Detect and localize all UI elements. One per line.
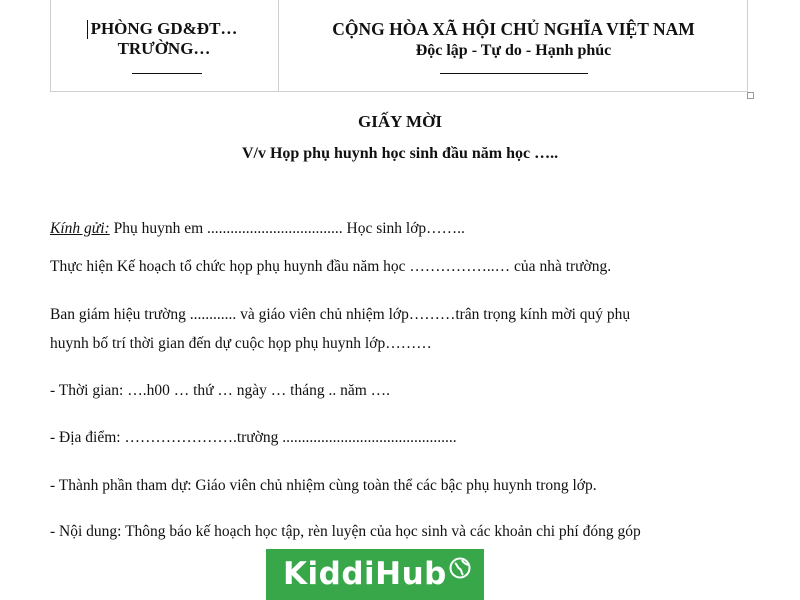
- text-cursor: [87, 20, 88, 39]
- meeting-content: - Nội dung: Thông báo kế hoạch học tập, rèn luyện của học sinh và các khoản chi phí đóng góp: [50, 523, 641, 540]
- document-title: GIẤY MỜI: [358, 112, 442, 131]
- recipient-label: Kính gửi:: [50, 220, 110, 237]
- meeting-place: - Địa điểm: ………………….trường .............................................: [50, 429, 457, 446]
- meeting-time: - Thời gian: ….h00 … thứ … ngày … tháng .. năm ….: [50, 382, 391, 399]
- meeting-participants: - Thành phần tham dự: Giáo viên chủ nhiệm cùng toàn thể các bậc phụ huynh trong lớp.: [50, 477, 597, 494]
- recipient-text: Phụ huynh em ................................... Học sinh lớp……..: [109, 220, 465, 237]
- globe-icon: [449, 557, 471, 579]
- paragraph-invite-line2: huynh bố trí thời gian đến dự cuộc họp phụ huynh lớp………: [50, 335, 432, 352]
- paragraph-plan: Thực hiện Kế hoạch tổ chức họp phụ huynh đầu năm học ……………..… của nhà trường.: [50, 258, 612, 275]
- school-name: TRƯỜNG…: [117, 39, 211, 58]
- document-subtitle: V/v Họp phụ huynh học sinh đầu năm học …..: [241, 145, 559, 162]
- header-left-rule: [132, 73, 202, 74]
- kiddihub-logo: [266, 549, 484, 600]
- national-title: CỘNG HÒA XÃ HỘI CHỦ NGHĨA VIỆT NAM: [332, 19, 695, 39]
- header-right-block: [279, 19, 748, 61]
- table-resize-handle[interactable]: [747, 92, 754, 99]
- header-left-block: [50, 19, 278, 59]
- national-motto: Độc lập - Tự do - Hạnh phúc: [415, 42, 612, 59]
- logo-text: KiddiHub: [283, 556, 447, 592]
- recipient-line: [50, 219, 465, 239]
- paragraph-invite-line1: Ban giám hiệu trường ............ và giáo viên chủ nhiệm lớp………trân trọng kính mời quý phụ: [50, 306, 631, 323]
- header-right-rule: [440, 73, 588, 74]
- department-name: PHÒNG GD&ĐT…: [90, 19, 238, 38]
